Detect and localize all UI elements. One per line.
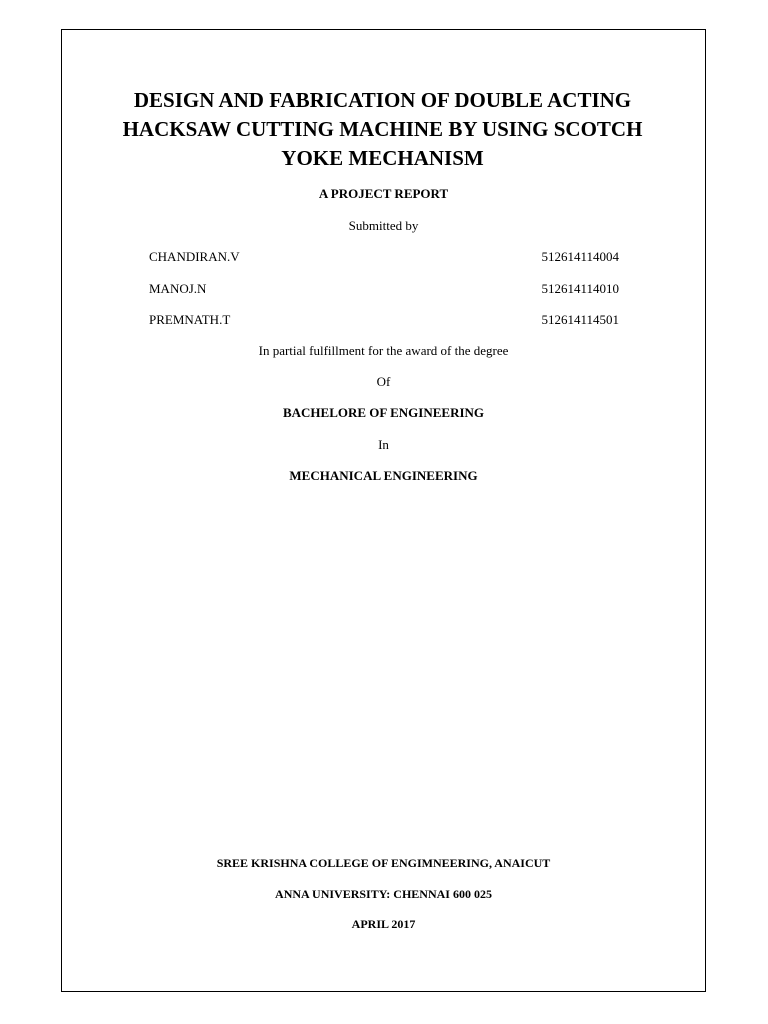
title-line: DESIGN AND FABRICATION OF DOUBLE ACTING xyxy=(133,88,632,112)
student-roll-number: 512614114004 xyxy=(541,249,619,264)
title-line: HACKSAW CUTTING MACHINE BY USING SCOTCH xyxy=(122,117,643,141)
in-label: In xyxy=(378,437,389,452)
page-border xyxy=(61,29,706,992)
of-label: Of xyxy=(376,374,391,389)
university-name: ANNA UNIVERSITY: CHENNAI 600 025 xyxy=(275,887,492,901)
submitted-by-label: Submitted by xyxy=(348,218,419,233)
report-type: A PROJECT REPORT xyxy=(318,186,449,201)
student-name: MANOJ.N xyxy=(149,281,207,296)
submission-date: APRIL 2017 xyxy=(351,917,416,931)
student-roll-number: 512614114010 xyxy=(541,281,619,296)
student-roll-number: 512614114501 xyxy=(541,312,619,327)
student-name: CHANDIRAN.V xyxy=(149,249,240,264)
college-name: SREE KRISHNA COLLEGE OF ENGIMNEERING, ANAICUT xyxy=(216,856,551,870)
degree-name: BACHELORE OF ENGINEERING xyxy=(282,405,485,420)
student-name: PREMNATH.T xyxy=(149,312,231,327)
title-line: YOKE MECHANISM xyxy=(281,146,484,170)
fulfillment-text: In partial fulfillment for the award of the degree xyxy=(258,343,509,358)
branch-name: MECHANICAL ENGINEERING xyxy=(289,468,478,483)
report-title xyxy=(90,86,675,173)
